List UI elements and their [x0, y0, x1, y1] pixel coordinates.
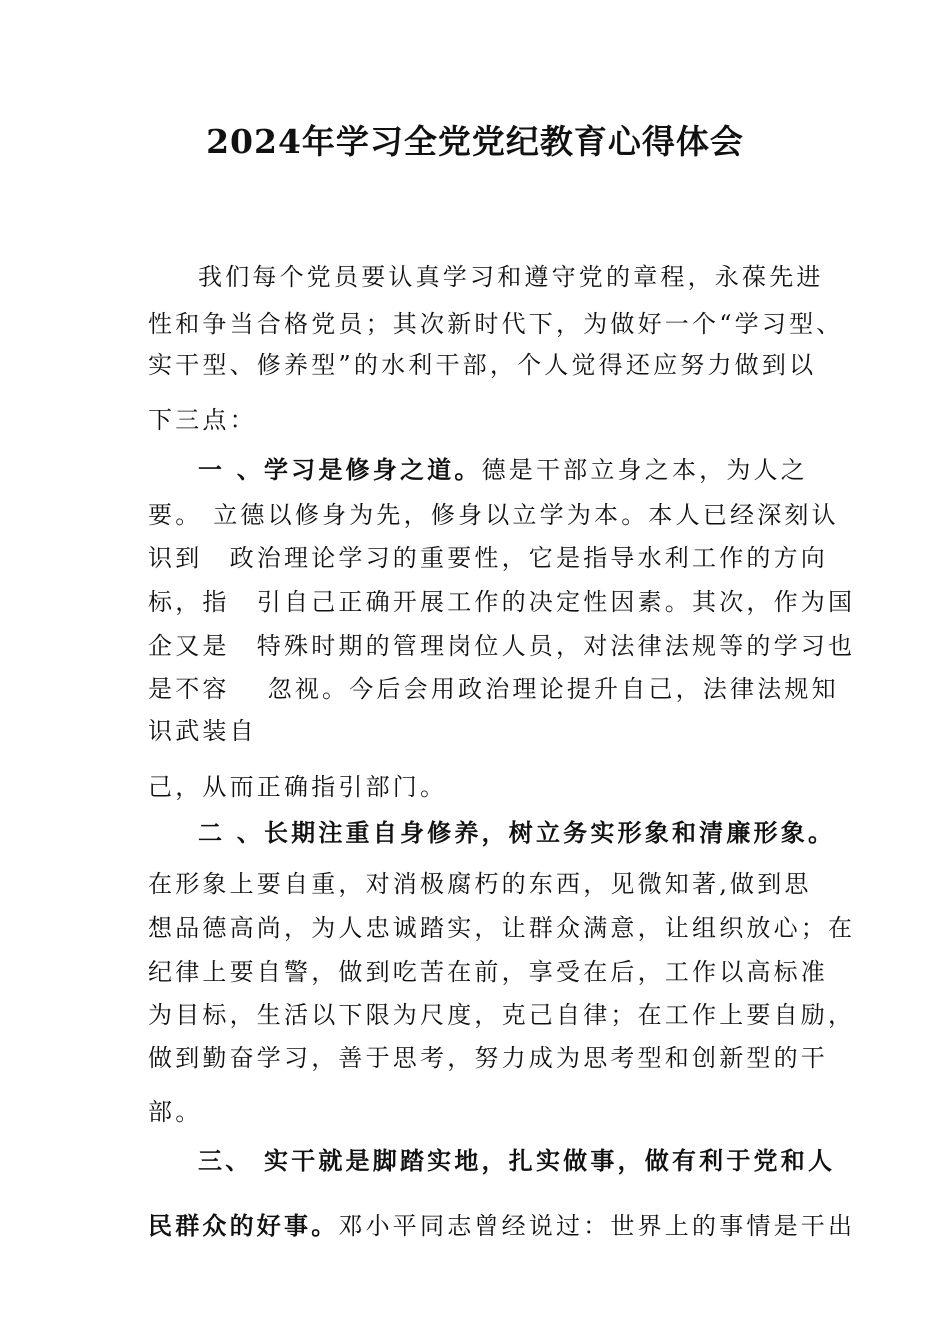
section-2-heading: 二 、长期注重自身修养，树立务实形象和清廉形象。	[198, 818, 836, 847]
paragraph-3-line-2: 想品德高尚，为人忠诚踏实，让群众满意，让组织放心；在	[148, 914, 856, 942]
paragraph-1-line-1: 我们每个党员要认真学习和遵守党的章程，永葆先进	[198, 263, 824, 291]
section-3-heading-end: 民群众的好事。	[148, 1211, 339, 1240]
paragraph-2-line-3: 识到 政治理论学习的重要性，它是指导水利工作的方向	[148, 544, 828, 572]
paragraph-2-line-1	[198, 455, 808, 485]
paragraph-4-line-2	[148, 1211, 855, 1241]
paragraph-4-line-2-text: 邓小平同志曾经说过：世界上的事情是干出	[338, 1212, 856, 1240]
paragraph-2-line-5: 企又是 特殊时期的管理岗位人员，对法律法规等的学习也	[148, 632, 856, 660]
section-3-heading: 三、 实干就是脚踏实地，扎实做事，做有利于党和人	[198, 1146, 836, 1175]
paragraph-2-line-6: 是不容 忽视。今后会用政治理论提升自己，法律法规知	[148, 675, 839, 703]
document-title: 2024年学习全党党纪教育心得体会	[206, 122, 744, 161]
paragraph-3-line-6: 部。	[148, 1098, 203, 1126]
paragraph-2-line-7: 识武装自	[148, 717, 257, 745]
paragraph-2-line-1-text: 德是干部立身之本，为人之	[481, 456, 808, 484]
section-1-heading: 一 、学习是修身之道。	[198, 455, 482, 484]
paragraph-3-line-4: 为目标，生活以下限为尺度，克己自律；在工作上要自励，	[148, 1001, 856, 1029]
paragraph-3-line-5: 做到勤奋学习，善于思考，努力成为思考型和创新型的干	[148, 1044, 828, 1072]
paragraph-1-line-3: 实干型、修养型”的水利干部，个人觉得还应努力做到以	[148, 351, 817, 379]
paragraph-3-line-1: 在形象上要自重，对消极腐朽的东西，见微知著,做到思	[148, 870, 812, 898]
paragraph-1-line-2: 性和争当合格党员；其次新时代下，为做好一个“学习型、	[148, 310, 844, 338]
paragraph-2-line-8: 己，从而正确指引部门。	[148, 773, 448, 801]
paragraph-2-line-4: 标，指 引自己正确开展工作的决定性因素。其次，作为国	[148, 588, 856, 616]
paragraph-1-line-4: 下三点：	[148, 406, 257, 434]
paragraph-3-line-3: 纪律上要自警，做到吃苦在前，享受在后，工作以高标准	[148, 958, 828, 986]
paragraph-2-line-2: 要。 立德以修身为先，修身以立学为本。本人已经深刻认	[148, 501, 839, 529]
